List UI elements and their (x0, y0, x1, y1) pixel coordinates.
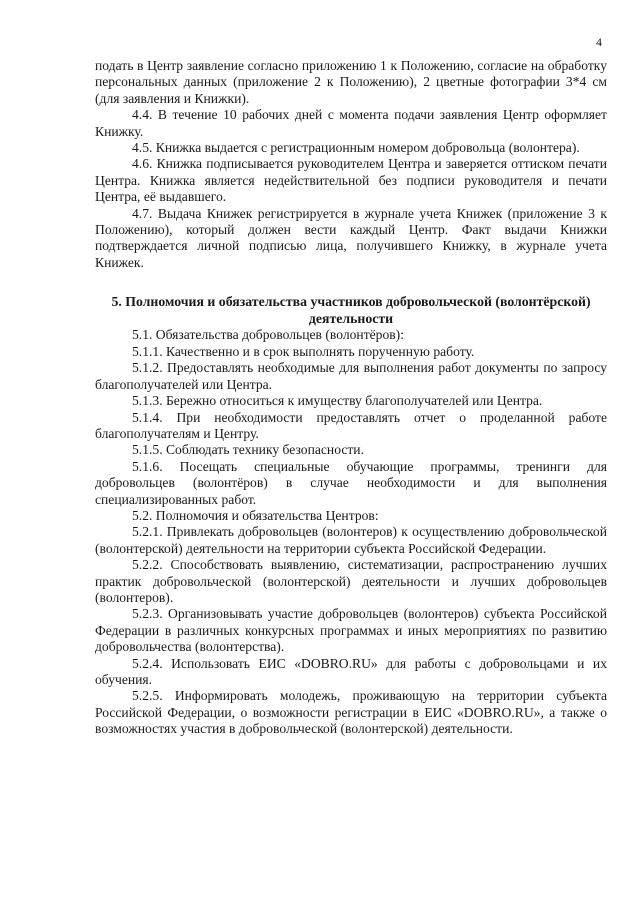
paragraph-5-2-1: 5.2.1. Привлекать добровольцев (волонтеров) к осуществлению добровольческой (волонтерской) деятельности на территории субъекта Российской Федерации. (95, 524, 607, 556)
paragraph-5-1-3: 5.1.3. Бережно относиться к имуществу благополучателей или Центра. (132, 393, 543, 409)
paragraph-5-2-4: 5.2.4. Использовать ЕИС «DOBRO.RU» для работы с добровольцами и их обучения. (95, 655, 607, 687)
page-number: 4 (596, 35, 602, 49)
paragraph-5-1-2: 5.1.2. Предоставлять необходимые для выполнения работ документы по запросу благополучателей или Центра. (95, 360, 607, 392)
paragraph-4-7: 4.7. Выдача Книжек регистрируется в журнале учета Книжек (приложение 3 к Положению), который должен вести каждый Центр. Факт выдачи Книжки подтверждается личной подписью лица, получившего Книжку, в журнале учета Книжек. (95, 205, 607, 270)
paragraph-5-1-1: 5.1.1. Качественно и в срок выполнять порученную работу. (132, 343, 475, 359)
paragraph-5-1-4: 5.1.4. При необходимости предоставлять отчет о проделанной работе благополучателям и Центру. (95, 409, 607, 441)
paragraph-5-1-6: 5.1.6. Посещать специальные обучающие программы, тренинги для добровольцев (волонтёров) в случае необходимости и для выполнения специализированных работ. (95, 458, 607, 507)
paragraph-5-2-3: 5.2.3. Организовывать участие добровольцев (волонтеров) субъекта Российской Федерации в различных конкурсных программах и иных мероприятиях по развитию добровольчества (волонтерства). (95, 606, 607, 655)
paragraph-5-1: 5.1. Обязательства добровольцев (волонтёров): (132, 327, 404, 343)
paragraph-continuation: подать в Центр заявление согласно приложению 1 к Положению, согласие на обработку персональных данных (приложение 2 к Положению), 2 цветные фотографии 3*4 см (для заявления и Книжки). (95, 58, 607, 106)
paragraph-5-2: 5.2. Полномочия и обязательства Центров: (132, 507, 379, 523)
paragraph-4-5: 4.5. Книжка выдается с регистрационным номером добровольца (волонтера). (132, 140, 580, 156)
section-5-heading: 5. Полномочия и обязательства участников добровольческой (волонтёрской) деятельности (111, 294, 591, 326)
document-body (95, 58, 607, 738)
paragraph-5-2-2: 5.2.2. Способствовать выявлению, систематизации, распространению лучших практик добровольческой (волонтерской) деятельности и лучших добровольцев (волонтеров). (95, 557, 607, 605)
paragraph-4-6: 4.6. Книжка подписывается руководителем Центра и заверяется оттиском печати Центра. Книжка является недействительной без подписи руководителя и печати Центра, её выдавшего. (95, 156, 607, 205)
paragraph-5-1-5: 5.1.5. Соблюдать технику безопасности. (132, 442, 364, 458)
paragraph-5-2-5: 5.2.5. Информировать молодежь, проживающую на территории субъекта Российской Федерации, о возможности регистрации в ЕИС «DOBRO.RU», а также о возможностях участия в добровольческой (волонтерской) деятельности. (95, 688, 607, 737)
paragraph-4-4: 4.4. В течение 10 рабочих дней с момента подачи заявления Центр оформляет Книжку. (95, 107, 607, 139)
